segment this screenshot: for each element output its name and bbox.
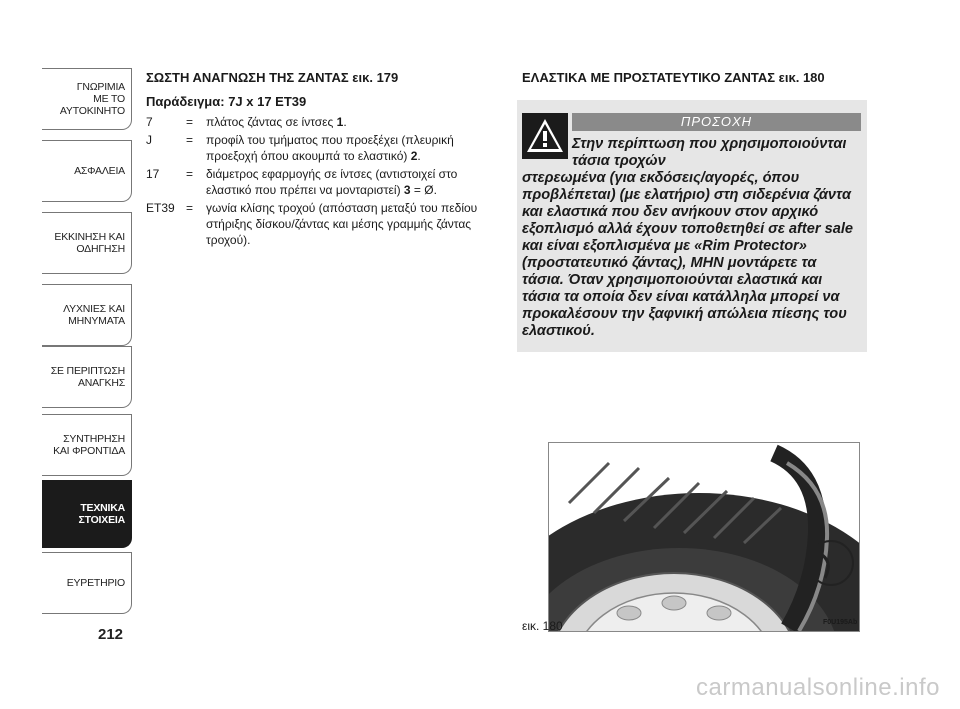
tab-lights-messages[interactable]: ΛΥΧΝΙΕΣ ΚΑΙ ΜΗΝΥΜΑΤΑ — [42, 284, 132, 346]
definition-term: ET39 — [146, 201, 175, 215]
definition-equals: = — [186, 115, 194, 129]
tire-rim-figure — [548, 442, 860, 632]
tab-index[interactable]: ΕΥΡΕΤΗΡΙΟ — [42, 552, 132, 614]
definition-term: 17 — [146, 167, 160, 181]
tab-maintenance[interactable]: ΣΥΝΤΗΡΗΣΗ ΚΑΙ ΦΡΟΝΤΙΔΑ — [42, 414, 132, 476]
definition-text: γωνία κλίσης τροχού (απόσταση μεταξύ του πεδίου στήριξης δίσκου/ζάντας και μέσης γραμμής ζάντας τροχού). — [206, 201, 478, 247]
warning-text — [522, 136, 862, 340]
definition-text: πλάτος ζάντας σε ίντσες 1. — [206, 115, 347, 129]
rim-protector-section — [522, 70, 867, 94]
definition-term: 7 — [146, 115, 153, 129]
definition-term: J — [146, 133, 152, 147]
definition-row — [146, 132, 496, 164]
tab-vehicle-intro[interactable]: ΓΝΩΡΙΜΙΑ ΜΕ ΤΟ ΑΥΤΟΚΙΝΗΤΟ — [42, 68, 132, 130]
definition-row — [146, 166, 496, 198]
tab-emergency[interactable]: ΣΕ ΠΕΡΙΠΤΩΣΗ ΑΝΑΓΚΗΣ — [42, 346, 132, 408]
section-heading: ΣΩΣΤΗ ΑΝΑΓΝΩΣΗ ΤΗΣ ΖΑΝΤΑΣ εικ. 179 — [146, 70, 399, 85]
rim-reading-section — [146, 70, 496, 250]
tire-illustration — [549, 443, 860, 632]
definition-equals: = — [186, 133, 194, 147]
definition-row — [146, 114, 496, 130]
definition-text: διάμετρος εφαρμογής σε ίντσες (αντιστοιχεί στο ελαστικό που πρέπει να μονταριστεί) 3 = Ø. — [206, 167, 458, 197]
tab-safety[interactable]: ΑΣΦΑΛΕΙΑ — [42, 140, 132, 202]
definition-text: προφίλ του τμήματος που προεξέχει (πλευρική προεξοχή όπου ακουμπά το ελαστικό) 2. — [206, 133, 454, 163]
tab-technical-data[interactable]: ΤΕΧΝΙΚΑ ΣΤΟΙΧΕΙΑ — [42, 480, 132, 548]
example-line: Παράδειγμα: 7J x 17 ET39 — [146, 94, 307, 109]
definition-row — [146, 200, 496, 248]
figure-caption: εικ. 180 — [522, 619, 563, 633]
definition-equals: = — [186, 201, 194, 215]
warning-title: ΠΡΟΣΟΧΗ — [572, 113, 861, 131]
watermark: carmanualsonline.info — [696, 674, 940, 701]
warning-text-first: Στην περίπτωση που χρησιμοποιούνται τάσια τροχών — [572, 136, 847, 169]
section-heading: ΕΛΑΣΤΙΚΑ ΜΕ ΠΡΟΣΤΑΤΕΥΤΙΚΟ ΖΑΝΤΑΣ εικ. 180 — [522, 70, 825, 85]
tab-starting-driving[interactable]: ΕΚΚΙΝΗΣΗ ΚΑΙ ΟΔΗΓΗΣΗ — [42, 212, 132, 274]
definition-equals: = — [186, 167, 194, 181]
page-number: 212 — [98, 626, 124, 643]
figure-code: F0U195Ab — [823, 619, 858, 626]
warning-text-rest: στερεωμένα (για εκδόσεις/αγορές, όπου προβλέπεται) (με ελατήριο) στη σιδερένια ζάντα και ελαστικά που δεν ανήκουν στον αρχικό εξοπλισμό αλλά έχουν τοποθετηθεί σε after sale και είναι εξοπλισμένα με «Rim Protector» (προστατευτικό ζάντας), ΜΗΝ μοντάρετε τα τάσια. Όταν χρησιμοποιούνται ελαστικά και τάσια τα οποία δεν είναι κατάλληλα μπορεί να προκαλέσουν την ξαφνική απώλεια πίεσης του ελαστικού. — [522, 170, 853, 339]
